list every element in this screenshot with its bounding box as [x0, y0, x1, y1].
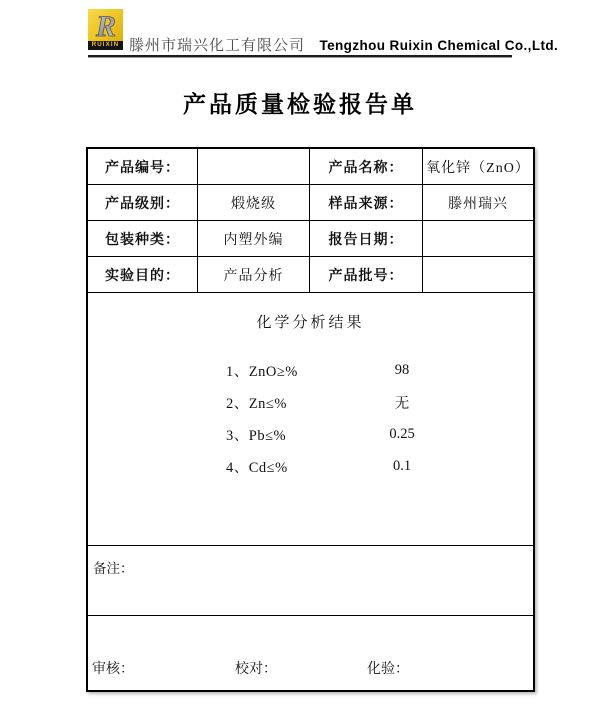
- field-label-sample-source: 样品来源：: [310, 185, 423, 220]
- field-label-product-no: 产品编号：: [88, 149, 198, 184]
- field-value-batch-no: [423, 257, 533, 292]
- analysis-item-label: 3、Pb≤%: [226, 427, 287, 444]
- table-row: [88, 257, 533, 293]
- analysis-row: [88, 450, 533, 482]
- company-name-cn: 滕州市瑞兴化工有限公司: [129, 38, 306, 54]
- analysis-row: [88, 418, 533, 450]
- analysis-item-label: 1、ZnO≥%: [226, 363, 298, 380]
- signature-assay-label: 化验：: [367, 662, 409, 677]
- table-row: [88, 149, 533, 185]
- remarks-label: 备注：: [93, 561, 134, 576]
- analysis-item-label: 2、Zn≤%: [226, 395, 287, 412]
- remarks-section: [88, 546, 533, 616]
- page-title: 产品质量检验报告单: [183, 91, 417, 117]
- field-value-product-no: [198, 149, 310, 184]
- table-row: [88, 185, 533, 221]
- field-value-report-date: [423, 221, 533, 256]
- logo-r-icon: [88, 9, 123, 41]
- svg-text:R: R: [95, 10, 117, 41]
- company-logo: [88, 9, 123, 50]
- signature-review-label: 审核：: [92, 662, 134, 677]
- field-label-test-purpose: 实验目的：: [88, 257, 198, 292]
- field-value-package-type: 内塑外编: [198, 221, 310, 256]
- report-table: [86, 147, 535, 692]
- table-row: [88, 221, 533, 257]
- header-rule: [88, 55, 512, 58]
- field-label-product-grade: 产品级别：: [88, 185, 198, 220]
- field-value-product-name: 氧化锌（ZnO）: [426, 160, 530, 176]
- field-label-package-type: 包装种类：: [88, 221, 198, 256]
- company-names: [129, 34, 558, 55]
- analysis-item-value: 无: [394, 395, 410, 412]
- analysis-item-value: 0.25: [389, 425, 415, 442]
- company-name-en: Tengzhou Ruixin Chemical Co.,Ltd.: [319, 38, 559, 53]
- field-value-product-grade: 煅烧级: [198, 185, 310, 220]
- analysis-item-label: 4、Cd≤%: [226, 459, 288, 476]
- logo-brand-bar: [88, 41, 123, 50]
- signature-row: [88, 616, 533, 708]
- field-label-batch-no: 产品批号：: [310, 257, 423, 292]
- field-value-sample-source: 滕州瑞兴: [448, 196, 508, 212]
- analysis-rows: [88, 354, 533, 482]
- analysis-item-value: 98: [394, 361, 410, 378]
- signature-proofread-label: 校对：: [235, 662, 277, 677]
- analysis-section: [88, 311, 533, 546]
- analysis-row: [88, 386, 533, 418]
- field-label-product-name: 产品名称：: [310, 149, 423, 184]
- analysis-item-value: 0.1: [392, 457, 412, 474]
- analysis-row: [88, 354, 533, 386]
- analysis-heading: 化学分析结果: [256, 315, 365, 331]
- logo-brand-text: RUIXIN: [91, 42, 120, 48]
- field-label-report-date: 报告日期：: [310, 221, 423, 256]
- field-value-test-purpose: 产品分析: [198, 257, 310, 292]
- logo-r-mark: [88, 9, 123, 41]
